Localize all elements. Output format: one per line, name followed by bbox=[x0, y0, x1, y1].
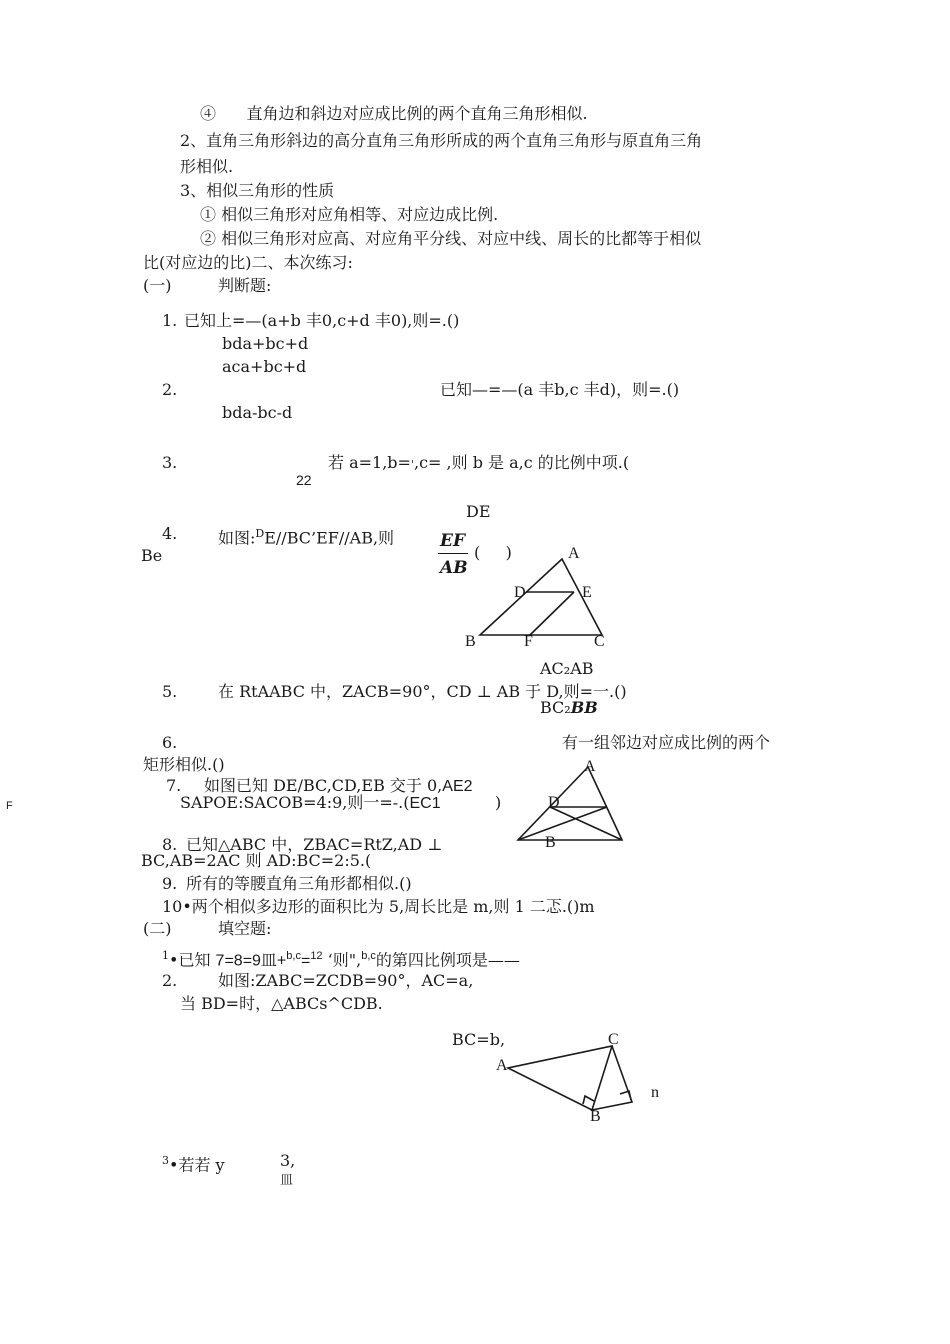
q4-be: Be bbox=[141, 546, 163, 565]
q4-label-d: D bbox=[514, 584, 526, 601]
q8-number: 8. bbox=[162, 835, 178, 854]
fill-q2-label-b: B bbox=[590, 1108, 601, 1125]
q2-sub: bda-bc-d bbox=[222, 403, 293, 422]
q3-sub: 22 bbox=[296, 472, 312, 488]
review-para-2-line1: 2、直角三角形斜边的高分直角三角形所成的两个直角三角形与原直角三角 bbox=[180, 131, 703, 150]
part2-heading: 填空题: bbox=[218, 919, 272, 938]
q1-text: 已知上=—(a+b 丰0,c+d 丰0),则=.() bbox=[184, 311, 460, 330]
q7-ae2: AE2 bbox=[442, 778, 473, 795]
q5-fraction-bottom bbox=[540, 698, 598, 718]
fill-q3-value: 3, bbox=[280, 1151, 296, 1170]
q4-frac-num: EF bbox=[440, 531, 466, 551]
q4-label-f: F bbox=[524, 633, 533, 650]
q5-below-b: BB bbox=[570, 698, 598, 717]
q7-label-a: A bbox=[584, 758, 596, 775]
fill-q1-sup4: b,c bbox=[361, 950, 376, 962]
fill-q2-number: 2. bbox=[162, 971, 178, 990]
fill-q2-label-c: C bbox=[608, 1031, 619, 1048]
q5-text: 在 RtAABC 中，ZACB=90°，CD ⊥ AB 于 D,则=一.() bbox=[218, 682, 627, 701]
q1-sub-2: aca+bc+d bbox=[222, 357, 307, 376]
q7-line2 bbox=[180, 793, 441, 814]
q6-number: 6. bbox=[162, 733, 178, 752]
fill-q3 bbox=[162, 1151, 225, 1175]
q2-text: 已知—=—(a 丰b,c 丰d)，则=.() bbox=[440, 380, 680, 399]
q8-text: 已知△ABC 中，ZBAC=RtZ,AD ⊥ bbox=[186, 835, 443, 854]
q7-number: 7. bbox=[166, 776, 182, 795]
part1-heading: 判断题: bbox=[218, 276, 272, 295]
q3-text-a: 若 a=1,b= bbox=[328, 453, 411, 472]
fill-q3-below: 皿 bbox=[280, 1173, 294, 1188]
q4-paren: ( ) bbox=[474, 543, 512, 562]
fill-q3-sup: 3 bbox=[162, 1154, 169, 1167]
q7-line2-a: SAPOE:SACOB=4:9,则一=-.( bbox=[180, 793, 410, 812]
fill-q1-text-e: 的第四比例项是—— bbox=[375, 950, 520, 970]
q1-number: 1. bbox=[162, 311, 178, 330]
q4-label-a: A bbox=[568, 545, 580, 562]
q4-sup: D bbox=[255, 527, 265, 540]
fill-q1-text-a: •已知 bbox=[169, 950, 211, 970]
q3-text-b: ,c= ,则 b 是 a,c 的比例中项.( bbox=[413, 453, 630, 472]
q6-text: 有一组邻边对应成比例的两个 bbox=[562, 733, 771, 752]
fill-q1-sup3: 12 bbox=[310, 950, 323, 962]
q4-text-a: 如图: bbox=[218, 528, 256, 548]
q4-segment-ef bbox=[530, 592, 574, 635]
q4-number: 4. bbox=[162, 524, 178, 543]
q4-frac-den: AB bbox=[440, 558, 468, 578]
q7-paren-close: ) bbox=[495, 793, 502, 812]
q3-tick: ' bbox=[410, 458, 414, 471]
fill-q1-sup: 1 bbox=[162, 949, 169, 962]
q4-text-b: E//BC’EF//AB,则 bbox=[264, 528, 395, 548]
q4-text bbox=[218, 524, 394, 548]
fill-q2-triangle-abc bbox=[508, 1046, 612, 1110]
q2-number: 2. bbox=[162, 380, 178, 399]
fill-q2-text: 如图:ZABC=ZCDB=90°，AC=a, bbox=[218, 971, 474, 990]
q4-label-c: C bbox=[594, 633, 605, 650]
fill-q3-text: •若若 y bbox=[169, 1155, 225, 1175]
q10-text: 10•两个相似多边形的面积比为 5,周长比是 m,则 1 二忑.()m bbox=[162, 897, 595, 916]
q4-triangle-figure bbox=[460, 540, 620, 650]
q4-label-b: B bbox=[465, 633, 476, 650]
q7-triangle-figure bbox=[510, 755, 630, 850]
fill-q2-right-angle-d bbox=[620, 1091, 631, 1100]
property-2-line1: ② 相似三角形对应高、对应角平分线、对应中线、周长的比都等于相似 bbox=[200, 229, 702, 248]
q9-number: 9. bbox=[162, 874, 178, 893]
fill-q2-label-d: n bbox=[651, 1084, 659, 1101]
q6-text-line2: 矩形相似.() bbox=[143, 755, 225, 774]
fill-q1 bbox=[162, 946, 520, 971]
q7-label-d: D bbox=[548, 794, 560, 811]
fill-q1-sup2: b,c bbox=[286, 950, 301, 962]
fill-q1-text-b: 7=8=9皿+ bbox=[215, 952, 287, 970]
review-para-2-line2: 形相似. bbox=[180, 157, 234, 176]
fill-q2-right-angle-b bbox=[583, 1096, 594, 1104]
fill-q2-triangle-figure bbox=[490, 1028, 670, 1128]
q7-triangle-abc bbox=[518, 767, 622, 840]
q4-de: DE bbox=[466, 502, 491, 521]
q1-sub-1: bda+bc+d bbox=[222, 334, 309, 353]
q5-fraction-top: AC₂AB bbox=[540, 659, 594, 678]
q4-label-e: E bbox=[582, 584, 592, 601]
q7-label-b: B bbox=[545, 834, 556, 851]
q5-below-a: BC₂ bbox=[540, 698, 571, 717]
property-1: ① 相似三角形对应角相等、对应边成比例. bbox=[200, 205, 499, 224]
fill-q2-bc: BC=b, bbox=[452, 1030, 506, 1049]
fill-q1-text-d: ‘则", bbox=[327, 950, 362, 970]
fill-q2-line2: 当 BD=时，△ABCs^CDB. bbox=[180, 994, 383, 1013]
fill-q1-text-c: = bbox=[300, 952, 311, 970]
fill-q2-label-a: A bbox=[496, 1057, 508, 1074]
margin-mark: F bbox=[6, 800, 13, 812]
q7-text-a: 如图已知 DE/BC,CD,EB 交于 0, bbox=[204, 776, 443, 795]
q5-number: 5. bbox=[162, 682, 178, 701]
q3-text bbox=[328, 453, 629, 475]
q3-number: 3. bbox=[162, 453, 178, 472]
part1-heading-number: (一) bbox=[143, 276, 172, 295]
property-2-line2: 比(对应边的比)二、本次练习: bbox=[143, 253, 353, 272]
part2-heading-number: (二) bbox=[143, 919, 172, 938]
q9-text: 所有的等腰直角三角形都相似.() bbox=[186, 874, 412, 893]
fill-q2-triangle-cdb bbox=[592, 1046, 632, 1110]
q7-ec1: EC1 bbox=[409, 795, 441, 812]
q8-line2: BC,AB=2AC 则 AD:BC=2:5.( bbox=[141, 851, 372, 870]
review-para-3: 3、相似三角形的性质 bbox=[180, 181, 335, 200]
review-item-4: ④ 直角边和斜边对应成比例的两个直角三角形相似. bbox=[200, 104, 588, 123]
